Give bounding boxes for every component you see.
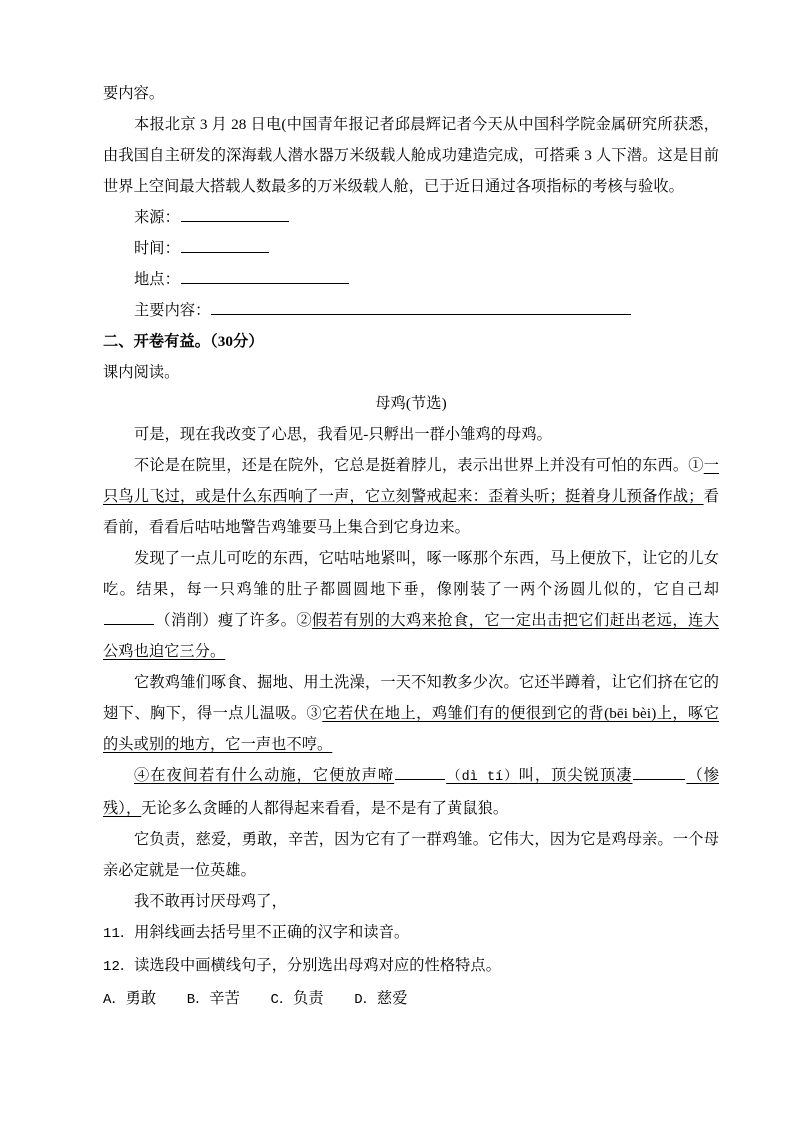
reading-paragraph-6: 它负责，慈爱，勇敢，辛苦，因为它有了一群鸡雏。它伟大，因为它是鸡母亲。一个母亲必定就是一位英雄。 <box>103 831 719 879</box>
reading-p5-underlined-b: 叫，顶尖锐顶凄 <box>518 767 633 784</box>
field-main-content-label: 主要内容： <box>134 302 211 319</box>
option-d-label[interactable]: 慈爱 <box>376 990 408 1007</box>
option-a-label[interactable]: 勇敢 <box>125 990 157 1007</box>
reading-paragraph-1: 可是，现在我改变了心思，我看见-只孵出一群小雏鸡的母鸡。 <box>134 426 552 443</box>
field-time-label: 时间： <box>134 240 180 257</box>
option-a-key[interactable]: A． <box>103 992 126 1008</box>
field-place-blank[interactable] <box>181 269 349 284</box>
reading-p5-underlined-a: 在夜间若有什么动施，它便放声啼 <box>150 767 395 784</box>
question-11 <box>103 917 719 950</box>
section-two-emphasis: 开卷有益 <box>133 333 195 350</box>
reading-p3-plain-b: （消削）瘦了许多。② <box>155 612 313 629</box>
question-12 <box>103 950 719 983</box>
field-place <box>103 264 719 295</box>
field-main-content <box>103 295 719 326</box>
option-d-key[interactable]: D． <box>354 992 377 1008</box>
question-11-number: 11． <box>103 926 135 942</box>
reading-p5-tail: ， <box>125 800 142 817</box>
reading-p5-blank-1[interactable] <box>395 765 445 780</box>
opt-gap-2 <box>240 990 271 1007</box>
opt-gap-3 <box>324 990 355 1007</box>
section-two-suffix: 。（30分） <box>194 333 264 350</box>
reading-p4-underlined-2: 啄它的头或别的地方，它一声也不哼。 <box>103 705 719 753</box>
news-body-paragraph: 本报北京 3 月 28 日电(中国青年报记者邱晨辉记者今天从中国科学院金属研究所获悉，由我国自主研发的深海载人潜水器万米级载人舱成功建造完成，可搭乘 3 人下潜。这是目前世界上空间最大搭载人数最多的万米级载人舱，已于近日通过各项指标的考核与验收。 <box>103 116 719 195</box>
reading-paragraph-7: 我不敢再讨厌母鸡了， <box>134 893 287 910</box>
reading-p3-plain-a: 发现了一点儿可吃的东西，它咕咕地紧叫，啄一啄那个东西，马上便放下，让它的儿女吃。结果，每一只鸡雏的肚子都圆圆地下垂，像刚装了一两个汤圆儿似的，它自己却 <box>103 550 719 598</box>
opt-gap-1 <box>156 990 187 1007</box>
reading-p5-pinyin-1: （dì tí） <box>446 770 519 785</box>
field-place-label: 地点： <box>134 271 180 288</box>
reading-p5-plain-b: 无论多么贪睡的人都得起来看看，是不是有了黄鼠狼。 <box>141 800 509 817</box>
field-source-blank[interactable] <box>181 207 289 222</box>
option-c-key[interactable]: C． <box>270 992 294 1008</box>
reading-p2-plain-b: 看看前，看看后咕咕地警告鸡雏要马上集合到它身边来。 <box>103 488 719 536</box>
question-11-text: 用斜线画去括号里不正确的汉字和读音。 <box>134 924 410 941</box>
reading-p3-blank[interactable] <box>104 610 154 625</box>
question-12-options <box>103 983 719 1016</box>
reading-p5-blank-2[interactable] <box>633 765 685 780</box>
reading-p2-plain-a: 不论是在院里，还是在院外，它总是挺着脖儿，表示出世界上并没有可怕的东西。① <box>134 457 704 474</box>
reading-paragraph-4 <box>103 667 719 760</box>
section-two-subtitle: 课内阅读。 <box>103 364 180 381</box>
reading-p4-underlined-1: 它若伏在地上，鸡雏们有的便很到它的背(bēi bèi)上， <box>322 705 689 722</box>
document-body <box>103 78 719 1016</box>
reading-p4-plain-a: 它教鸡雏们啄食、掘地、用土洗澡，一天不知教多少次。它还半蹲着，让它们挤在它的翅下、胸下，得一点儿温吸。③ <box>103 674 719 722</box>
section-two-number: 二、 <box>103 333 134 350</box>
reading-paragraph-2 <box>103 450 719 543</box>
option-b-label[interactable]: 辛苦 <box>209 990 240 1007</box>
news-continuation-line: 要内容。 <box>103 85 165 102</box>
field-time <box>103 233 719 264</box>
question-12-number: 12． <box>103 959 135 975</box>
option-c-label[interactable]: 负责 <box>293 990 324 1007</box>
field-source-label: 来源： <box>134 209 180 226</box>
question-12-text: 读选段中画横线句子，分别选出母鸡对应的性格特点。 <box>134 957 502 974</box>
reading-title: 母鸡(节选) <box>375 395 447 412</box>
field-time-blank[interactable] <box>181 238 269 253</box>
field-source <box>103 202 719 233</box>
section-two-heading <box>103 326 719 357</box>
option-b-key[interactable]: B． <box>186 992 210 1008</box>
reading-p5-mark: ④ <box>134 767 151 784</box>
reading-paragraph-3 <box>103 543 719 667</box>
reading-p2-underlined: 一只鸟儿飞过，或是什么东西响了一声，它立刻警戒起来：歪着头听；挺着身儿预备作战； <box>103 457 719 505</box>
reading-p5-choice-2: （惨 残） <box>103 767 719 817</box>
reading-p3-underlined: 假若有别的大鸡来抢食，它一定出击把它们赶出老远，连大公鸡也迫它三分。 <box>103 612 719 660</box>
field-main-content-blank[interactable] <box>211 300 631 315</box>
reading-paragraph-5 <box>103 760 719 824</box>
